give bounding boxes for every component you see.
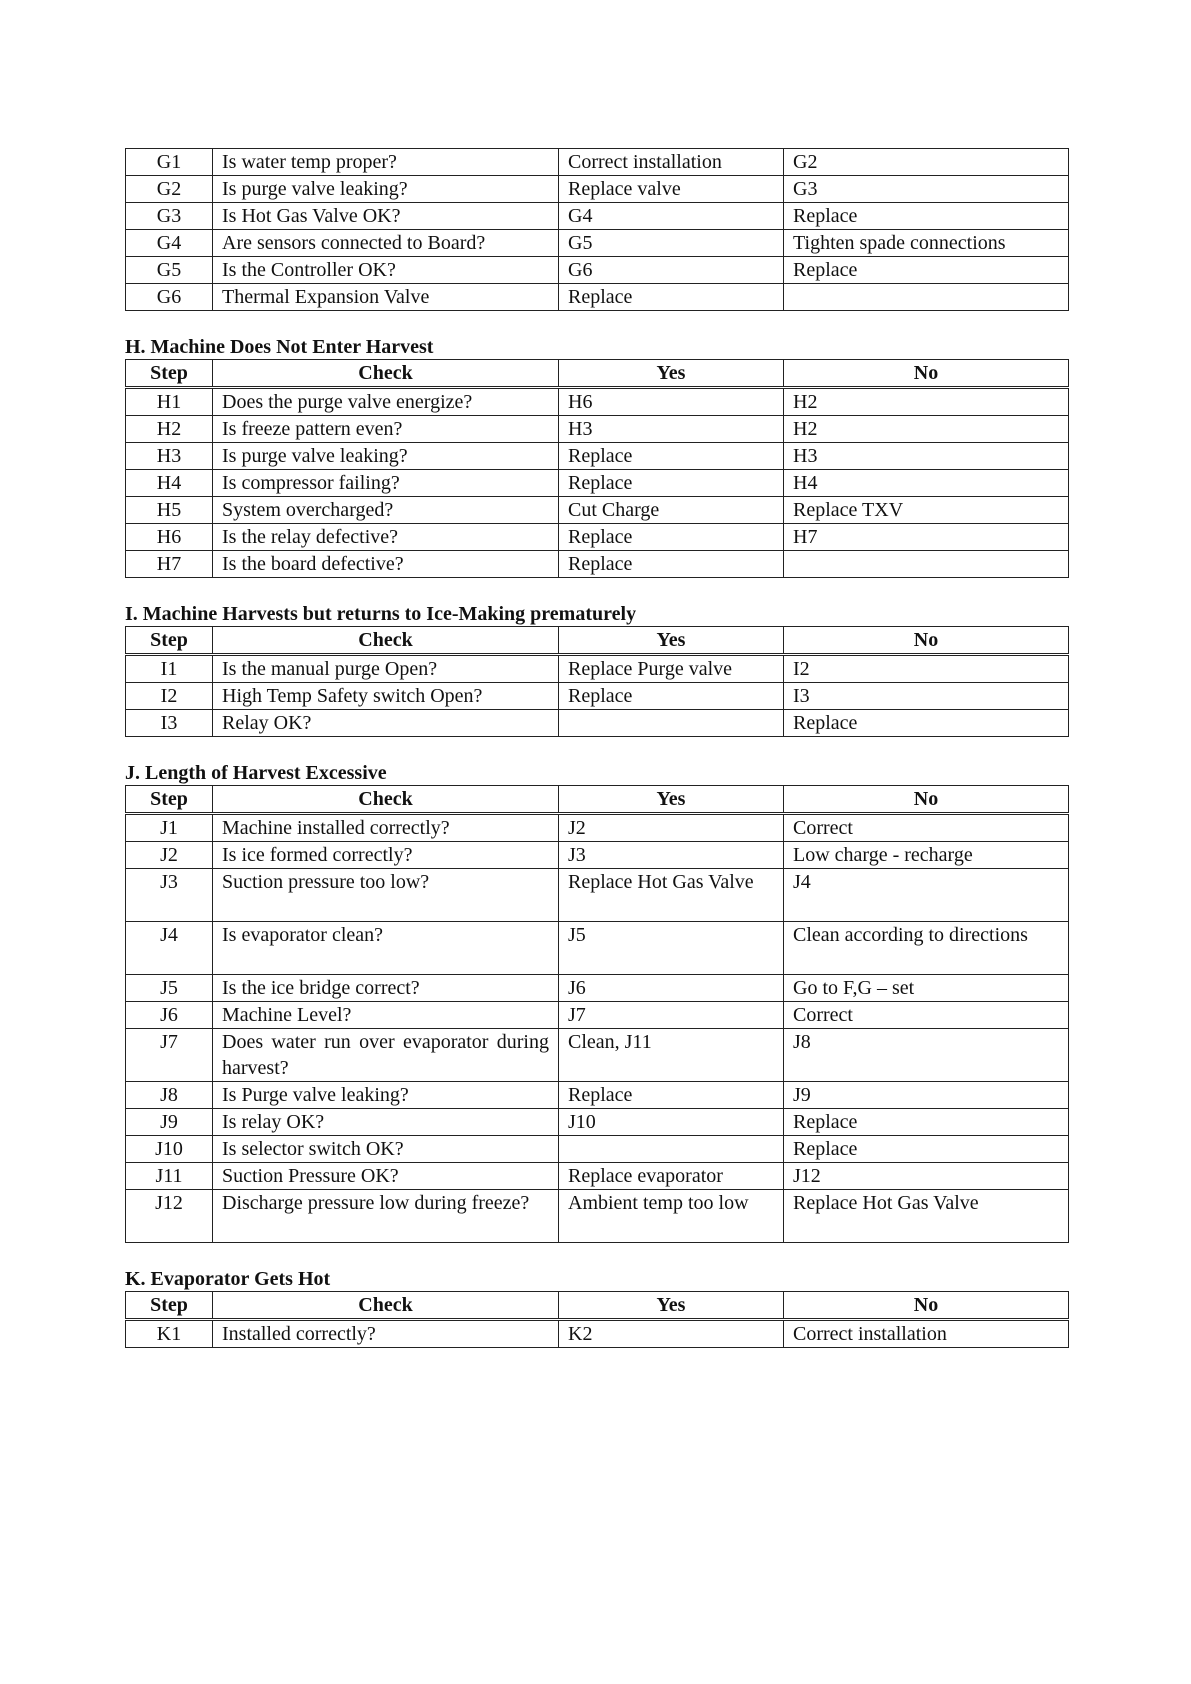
table-k	[125, 1291, 1069, 1348]
table-header-row	[126, 627, 1069, 655]
check-cell: Discharge pressure low during freeze?	[213, 1190, 559, 1243]
check-cell: Is the manual purge Open?	[213, 655, 559, 683]
step-cell: H6	[126, 524, 213, 551]
check-header: Check	[213, 786, 559, 814]
no-cell: Low charge - recharge	[784, 842, 1069, 869]
no-cell: I2	[784, 655, 1069, 683]
yes-cell: J3	[559, 842, 784, 869]
step-header: Step	[126, 627, 213, 655]
step-header: Step	[126, 786, 213, 814]
step-cell: K1	[126, 1320, 213, 1348]
no-cell: G2	[784, 149, 1069, 176]
table-row	[126, 1109, 1069, 1136]
step-cell: J5	[126, 975, 213, 1002]
check-cell: Is evaporator clean?	[213, 922, 559, 975]
no-cell: H2	[784, 416, 1069, 443]
yes-cell: Replace	[559, 524, 784, 551]
yes-cell: Clean, J11	[559, 1029, 784, 1082]
step-cell: J7	[126, 1029, 213, 1082]
step-cell: I2	[126, 683, 213, 710]
yes-cell: Replace valve	[559, 176, 784, 203]
table-row	[126, 1320, 1069, 1348]
yes-cell	[559, 710, 784, 737]
table-row	[126, 710, 1069, 737]
check-cell: Does water run over evaporator during harvest?	[213, 1029, 559, 1082]
no-cell: H2	[784, 388, 1069, 416]
table-row	[126, 869, 1069, 922]
check-header: Check	[213, 627, 559, 655]
check-cell: Are sensors connected to Board?	[213, 230, 559, 257]
yes-cell: Replace	[559, 1082, 784, 1109]
step-cell: G3	[126, 203, 213, 230]
step-cell: G2	[126, 176, 213, 203]
check-cell: Is ice formed correctly?	[213, 842, 559, 869]
check-cell: Is freeze pattern even?	[213, 416, 559, 443]
yes-cell: Replace evaporator	[559, 1163, 784, 1190]
step-cell: J11	[126, 1163, 213, 1190]
step-cell: J2	[126, 842, 213, 869]
yes-header: Yes	[559, 360, 784, 388]
no-cell: J8	[784, 1029, 1069, 1082]
yes-cell: Replace	[559, 470, 784, 497]
table-row	[126, 683, 1069, 710]
no-cell: Correct	[784, 1002, 1069, 1029]
check-cell: Is relay OK?	[213, 1109, 559, 1136]
step-cell: G5	[126, 257, 213, 284]
table-j	[125, 785, 1069, 1243]
check-cell: Is Hot Gas Valve OK?	[213, 203, 559, 230]
step-cell: J4	[126, 922, 213, 975]
no-cell: Replace	[784, 203, 1069, 230]
table-row	[126, 524, 1069, 551]
yes-cell: Replace Purge valve	[559, 655, 784, 683]
table-row	[126, 230, 1069, 257]
check-cell: Is purge valve leaking?	[213, 443, 559, 470]
step-header: Step	[126, 1292, 213, 1320]
yes-cell: K2	[559, 1320, 784, 1348]
step-cell: J1	[126, 814, 213, 842]
table-row	[126, 1002, 1069, 1029]
yes-cell: G5	[559, 230, 784, 257]
check-cell: Thermal Expansion Valve	[213, 284, 559, 311]
no-cell: Clean according to directions	[784, 922, 1069, 975]
check-cell: Suction Pressure OK?	[213, 1163, 559, 1190]
yes-cell: Replace Hot Gas Valve	[559, 869, 784, 922]
table-row	[126, 443, 1069, 470]
table-row	[126, 1190, 1069, 1243]
section-title-k: K. Evaporator Gets Hot	[125, 1268, 331, 1290]
table-row	[126, 388, 1069, 416]
step-cell: J8	[126, 1082, 213, 1109]
step-cell: J6	[126, 1002, 213, 1029]
check-cell: Is selector switch OK?	[213, 1136, 559, 1163]
check-header: Check	[213, 1292, 559, 1320]
table-header-row	[126, 360, 1069, 388]
step-cell: G6	[126, 284, 213, 311]
yes-cell	[559, 1136, 784, 1163]
check-cell: Does the purge valve energize?	[213, 388, 559, 416]
table-row	[126, 814, 1069, 842]
no-cell: J4	[784, 869, 1069, 922]
no-cell: Replace TXV	[784, 497, 1069, 524]
table-row	[126, 257, 1069, 284]
table-row	[126, 497, 1069, 524]
step-cell: H1	[126, 388, 213, 416]
no-cell: Replace	[784, 710, 1069, 737]
table-row	[126, 1136, 1069, 1163]
no-cell	[784, 551, 1069, 578]
check-cell: Relay OK?	[213, 710, 559, 737]
yes-cell: G6	[559, 257, 784, 284]
check-cell: Installed correctly?	[213, 1320, 559, 1348]
check-cell: Machine Level?	[213, 1002, 559, 1029]
step-header: Step	[126, 360, 213, 388]
table-row	[126, 1029, 1069, 1082]
step-cell: H2	[126, 416, 213, 443]
step-cell: I3	[126, 710, 213, 737]
yes-header: Yes	[559, 786, 784, 814]
yes-cell: J2	[559, 814, 784, 842]
table-i	[125, 626, 1069, 737]
section-title-j: J. Length of Harvest Excessive	[125, 762, 387, 784]
no-cell: J12	[784, 1163, 1069, 1190]
check-cell: Is the board defective?	[213, 551, 559, 578]
step-cell: H5	[126, 497, 213, 524]
yes-cell: J10	[559, 1109, 784, 1136]
table-row	[126, 176, 1069, 203]
yes-cell: Cut Charge	[559, 497, 784, 524]
document-page	[125, 148, 1068, 1348]
table-row	[126, 922, 1069, 975]
check-cell: High Temp Safety switch Open?	[213, 683, 559, 710]
check-cell: Suction pressure too low?	[213, 869, 559, 922]
step-cell: G1	[126, 149, 213, 176]
step-cell: H7	[126, 551, 213, 578]
no-header: No	[784, 360, 1069, 388]
table-row	[126, 203, 1069, 230]
step-cell: J12	[126, 1190, 213, 1243]
table-header-row	[126, 786, 1069, 814]
no-cell: Replace	[784, 1109, 1069, 1136]
check-cell: Is the ice bridge correct?	[213, 975, 559, 1002]
table-row	[126, 284, 1069, 311]
yes-cell: Correct installation	[559, 149, 784, 176]
step-cell: J10	[126, 1136, 213, 1163]
section-title-h: H. Machine Does Not Enter Harvest	[125, 336, 434, 358]
yes-header: Yes	[559, 1292, 784, 1320]
no-cell: H3	[784, 443, 1069, 470]
no-cell: Correct	[784, 814, 1069, 842]
no-cell: H7	[784, 524, 1069, 551]
yes-cell: Replace	[559, 284, 784, 311]
no-cell: Tighten spade connections	[784, 230, 1069, 257]
table-row	[126, 655, 1069, 683]
check-cell: Is purge valve leaking?	[213, 176, 559, 203]
yes-header: Yes	[559, 627, 784, 655]
no-header: No	[784, 627, 1069, 655]
table-g	[125, 148, 1069, 311]
yes-cell: G4	[559, 203, 784, 230]
yes-cell: H3	[559, 416, 784, 443]
yes-cell: J5	[559, 922, 784, 975]
yes-cell: H6	[559, 388, 784, 416]
step-cell: H4	[126, 470, 213, 497]
table-row	[126, 1163, 1069, 1190]
no-header: No	[784, 786, 1069, 814]
yes-cell: Replace	[559, 443, 784, 470]
no-cell: H4	[784, 470, 1069, 497]
check-cell: Is the Controller OK?	[213, 257, 559, 284]
table-row	[126, 470, 1069, 497]
check-cell: Is compressor failing?	[213, 470, 559, 497]
table-row	[126, 551, 1069, 578]
yes-cell: Replace	[559, 551, 784, 578]
no-cell: G3	[784, 176, 1069, 203]
section-title-i: I. Machine Harvests but returns to Ice-Making prematurely	[125, 603, 637, 625]
no-cell: Correct installation	[784, 1320, 1069, 1348]
table-row	[126, 842, 1069, 869]
yes-cell: J6	[559, 975, 784, 1002]
no-header: No	[784, 1292, 1069, 1320]
step-cell: J9	[126, 1109, 213, 1136]
no-cell: Replace	[784, 257, 1069, 284]
check-cell: System overcharged?	[213, 497, 559, 524]
yes-cell: Replace	[559, 683, 784, 710]
yes-cell: Ambient temp too low	[559, 1190, 784, 1243]
step-cell: G4	[126, 230, 213, 257]
table-h	[125, 359, 1069, 578]
step-cell: H3	[126, 443, 213, 470]
no-cell: Replace Hot Gas Valve	[784, 1190, 1069, 1243]
no-cell: Replace	[784, 1136, 1069, 1163]
no-cell	[784, 284, 1069, 311]
step-cell: I1	[126, 655, 213, 683]
check-cell: Is water temp proper?	[213, 149, 559, 176]
check-header: Check	[213, 360, 559, 388]
check-cell: Is the relay defective?	[213, 524, 559, 551]
table-row	[126, 975, 1069, 1002]
table-header-row	[126, 1292, 1069, 1320]
yes-cell: J7	[559, 1002, 784, 1029]
table-row	[126, 149, 1069, 176]
table-row	[126, 1082, 1069, 1109]
no-cell: J9	[784, 1082, 1069, 1109]
check-cell: Machine installed correctly?	[213, 814, 559, 842]
no-cell: Go to F,G – set	[784, 975, 1069, 1002]
no-cell: I3	[784, 683, 1069, 710]
step-cell: J3	[126, 869, 213, 922]
check-cell: Is Purge valve leaking?	[213, 1082, 559, 1109]
table-row	[126, 416, 1069, 443]
